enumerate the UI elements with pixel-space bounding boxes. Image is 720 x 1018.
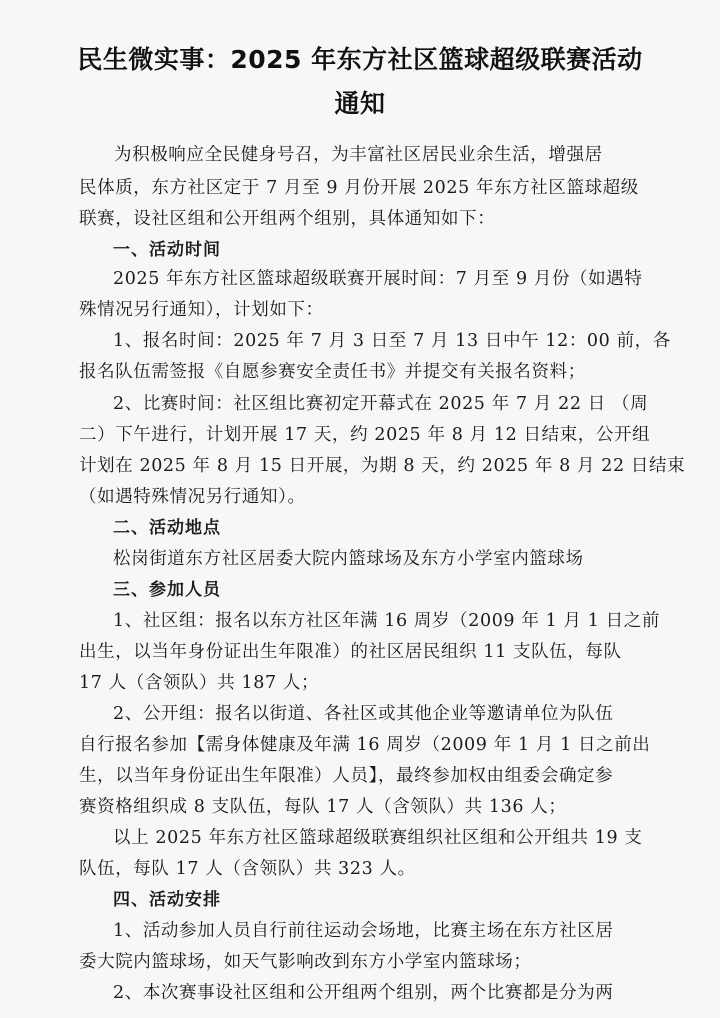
- match-time-line: 二）下午进行，计划开展 17 天，约 2025 年 8 月 12 日结束，公开组: [79, 425, 651, 445]
- arrangement-line: 2、本次赛事设社区组和公开组两个组别，两个比赛都是分为两: [113, 983, 614, 1003]
- participants-line: 出生，以当年身份证出生年限准）的社区居民组织 11 支队伍，每队: [79, 642, 622, 662]
- participants-line: 2、公开组：报名以街道、各社区或其他企业等邀请单位为队伍: [113, 704, 614, 724]
- participants-summary-line: 队伍，每队 17 人（含领队）共 323 人。: [79, 859, 416, 879]
- participants-line: 生，以当年身份证出生年限准）人员】，最终参加权由组委会确定参: [79, 766, 614, 786]
- section-heading-participants: 三、参加人员: [113, 580, 221, 600]
- participants-line: 赛资格组织成 8 支队伍，每队 17 人（含领队）共 136 人；: [79, 797, 567, 817]
- participants-summary-line: 以上 2025 年东方社区篮球超级联赛组织社区组和公开组共 19 支: [113, 828, 643, 848]
- match-time-line: 2、比赛时间：社区组比赛初定开幕式在 2025 年 7 月 22 日 （周: [113, 394, 649, 414]
- document-title: 民生微实事：2025 年东方社区篮球超级联赛活动: [77, 45, 643, 74]
- time-paragraph-line: 殊情况另行通知），计划如下：: [79, 300, 324, 320]
- arrangement-line: 委大院内篮球场，如天气影响改到东方小学室内篮球场；: [79, 952, 532, 972]
- participants-line: 1、社区组：报名以东方社区年满 16 周岁（2009 年 1 月 1 日之前: [113, 611, 660, 631]
- intro-paragraph-line: 民体质，东方社区定于 7 月至 9 月份开展 2025 年东方社区篮球超级: [79, 178, 639, 198]
- registration-line: 报名队伍需签报《自愿参赛安全责任书》并提交有关报名资料；: [79, 362, 586, 382]
- participants-line: 17 人（含领队）共 187 人；: [79, 673, 320, 693]
- time-paragraph-line: 2025 年东方社区篮球超级联赛开展时间：7 月至 9 月份（如遇特: [113, 269, 643, 289]
- document-title-continued: 通知: [334, 89, 386, 118]
- intro-paragraph-line: 联赛，设社区组和公开组两个组别，具体通知如下：: [79, 209, 496, 229]
- participants-line: 自行报名参加【需身体健康及年满 16 周岁（2009 年 1 月 1 日之前出: [79, 735, 651, 755]
- section-heading-time: 一、活动时间: [113, 240, 221, 260]
- location-line: 松岗街道东方社区居委大院内篮球场及东方小学室内篮球场: [113, 549, 584, 569]
- arrangement-line: 1、活动参加人员自行前往运动会场地，比赛主场在东方社区居: [113, 921, 614, 941]
- registration-line: 1、报名时间：2025 年 7 月 3 日至 7 月 13 日中午 12：00 前，各: [113, 331, 671, 351]
- intro-paragraph-line: 为积极响应全民健身号召，为丰富社区居民业余生活，增强居: [114, 145, 603, 165]
- match-time-line: （如遇特殊情况另行通知）。: [79, 487, 306, 507]
- match-time-line: 计划在 2025 年 8 月 15 日开展，为期 8 天，约 2025 年 8 月 22 日结束: [79, 456, 686, 476]
- section-heading-arrangement: 四、活动安排: [113, 890, 221, 910]
- section-heading-location: 二、活动地点: [113, 518, 221, 538]
